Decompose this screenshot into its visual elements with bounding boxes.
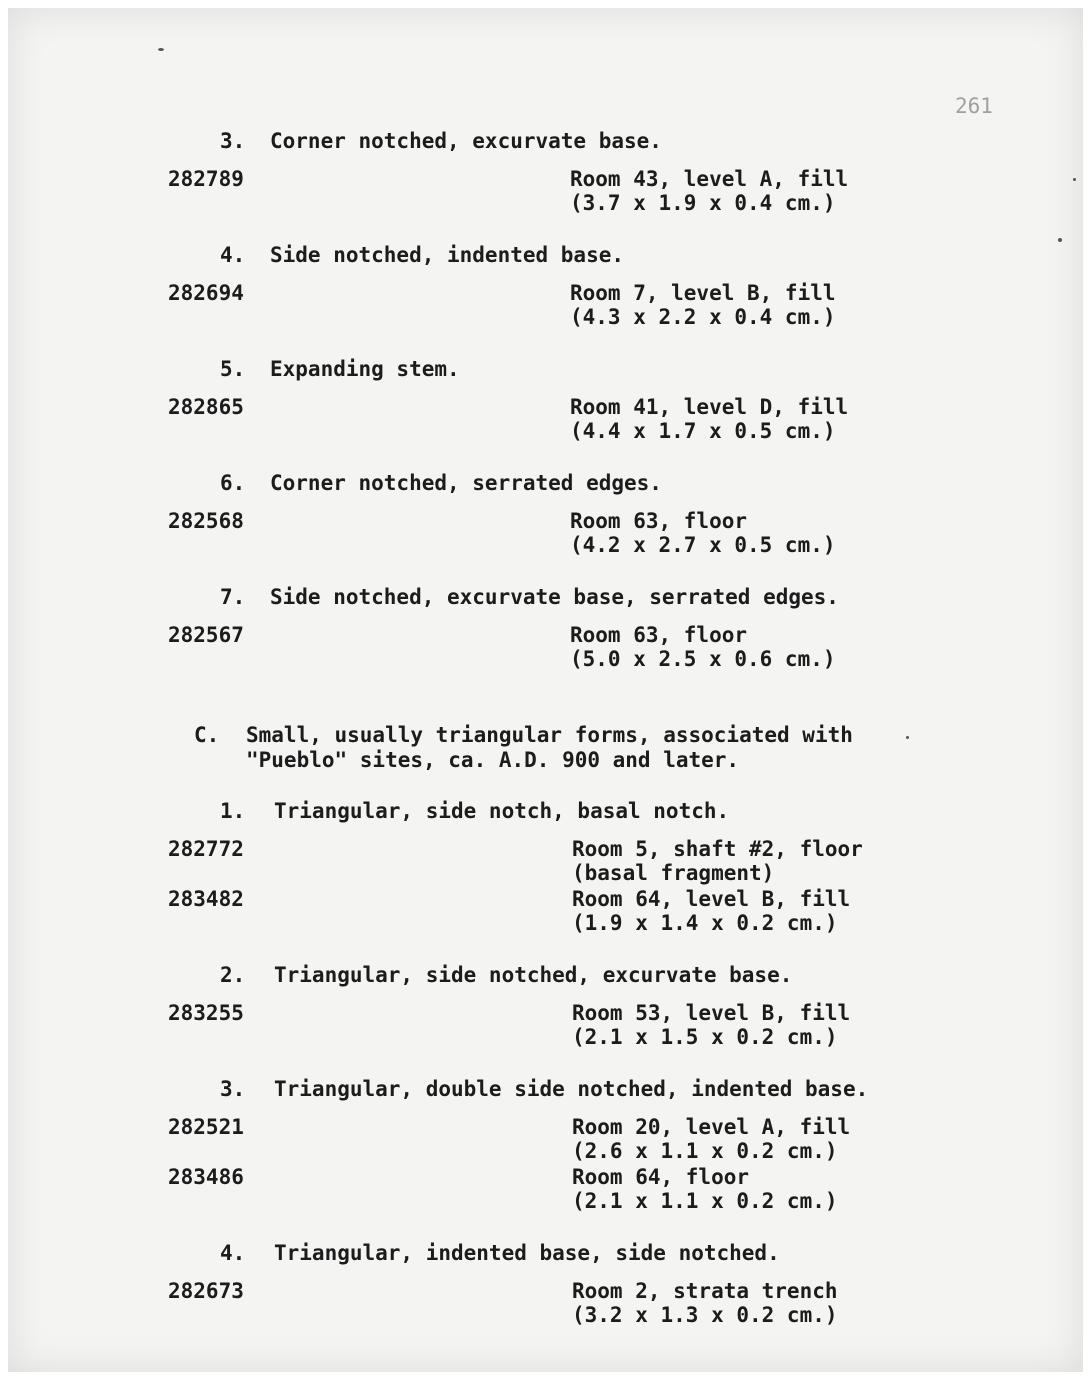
scan-speck: [158, 48, 164, 51]
item-description: Triangular, double side notched, indented base.: [274, 1077, 869, 1101]
specimen-dimensions: (3.7 x 1.9 x 0.4 cm.): [570, 191, 836, 215]
catalog-number: 282521: [168, 1115, 244, 1139]
specimen-location: Room 7, level B, fill: [570, 281, 836, 305]
item-description: Corner notched, serrated edges.: [270, 471, 662, 495]
item-description: Triangular, side notched, excurvate base.: [274, 963, 793, 987]
item-description: Side notched, excurvate base, serrated edges.: [270, 585, 839, 609]
specimen-dimensions: (4.2 x 2.7 x 0.5 cm.): [570, 533, 836, 557]
section-heading: Small, usually triangular forms, associated with: [246, 723, 853, 747]
item-number: 2.: [220, 963, 246, 987]
item-description: Corner notched, excurvate base.: [270, 129, 662, 153]
item-description: Expanding stem.: [270, 357, 460, 381]
scan-speck: [1073, 178, 1076, 181]
specimen-dimensions: (3.2 x 1.3 x 0.2 cm.): [572, 1303, 838, 1327]
specimen-dimensions: (5.0 x 2.5 x 0.6 cm.): [570, 647, 836, 671]
item-number: 4.: [220, 243, 246, 267]
specimen-dimensions: (basal fragment): [572, 861, 775, 885]
scan-speck: [1058, 238, 1062, 242]
item-number: 1.: [220, 799, 246, 823]
specimen-dimensions: (2.6 x 1.1 x 0.2 cm.): [572, 1139, 838, 1163]
section-letter: C.: [194, 723, 220, 747]
specimen-location: Room 53, level B, fill: [572, 1001, 851, 1025]
item-number: 4.: [220, 1241, 246, 1265]
specimen-dimensions: (4.3 x 2.2 x 0.4 cm.): [570, 305, 836, 329]
item-description: Triangular, indented base, side notched.: [274, 1241, 780, 1265]
catalog-number: 283255: [168, 1001, 244, 1025]
item-number: 5.: [220, 357, 246, 381]
item-number: 3.: [220, 1077, 246, 1101]
specimen-location: Room 5, shaft #2, floor: [572, 837, 863, 861]
specimen-location: Room 43, level A, fill: [570, 167, 849, 191]
specimen-dimensions: (1.9 x 1.4 x 0.2 cm.): [572, 911, 838, 935]
catalog-number: 283486: [168, 1165, 244, 1189]
specimen-dimensions: (2.1 x 1.5 x 0.2 cm.): [572, 1025, 838, 1049]
specimen-dimensions: (2.1 x 1.1 x 0.2 cm.): [572, 1189, 838, 1213]
item-number: 3.: [220, 129, 246, 153]
scan-speck: [906, 736, 909, 739]
specimen-location: Room 64, floor: [572, 1165, 750, 1189]
catalog-number: 282789: [168, 167, 244, 191]
item-description: Triangular, side notch, basal notch.: [274, 799, 730, 823]
specimen-location: Room 41, level D, fill: [570, 395, 849, 419]
catalog-number: 282567: [168, 623, 244, 647]
specimen-location: Room 63, floor: [570, 509, 748, 533]
specimen-location: Room 63, floor: [570, 623, 748, 647]
item-description: Side notched, indented base.: [270, 243, 625, 267]
document-page: [8, 8, 1083, 1372]
item-number: 7.: [220, 585, 246, 609]
specimen-location: Room 20, level A, fill: [572, 1115, 851, 1139]
item-number: 6.: [220, 471, 246, 495]
catalog-number: 283482: [168, 887, 244, 911]
specimen-dimensions: (4.4 x 1.7 x 0.5 cm.): [570, 419, 836, 443]
specimen-location: Room 2, strata trench: [572, 1279, 838, 1303]
page-number: 261: [955, 94, 993, 118]
catalog-number: 282865: [168, 395, 244, 419]
catalog-number: 282673: [168, 1279, 244, 1303]
catalog-number: 282694: [168, 281, 244, 305]
specimen-location: Room 64, level B, fill: [572, 887, 851, 911]
section-heading-continued: "Pueblo" sites, ca. A.D. 900 and later.: [246, 748, 740, 772]
catalog-number: 282772: [168, 837, 244, 861]
catalog-number: 282568: [168, 509, 244, 533]
